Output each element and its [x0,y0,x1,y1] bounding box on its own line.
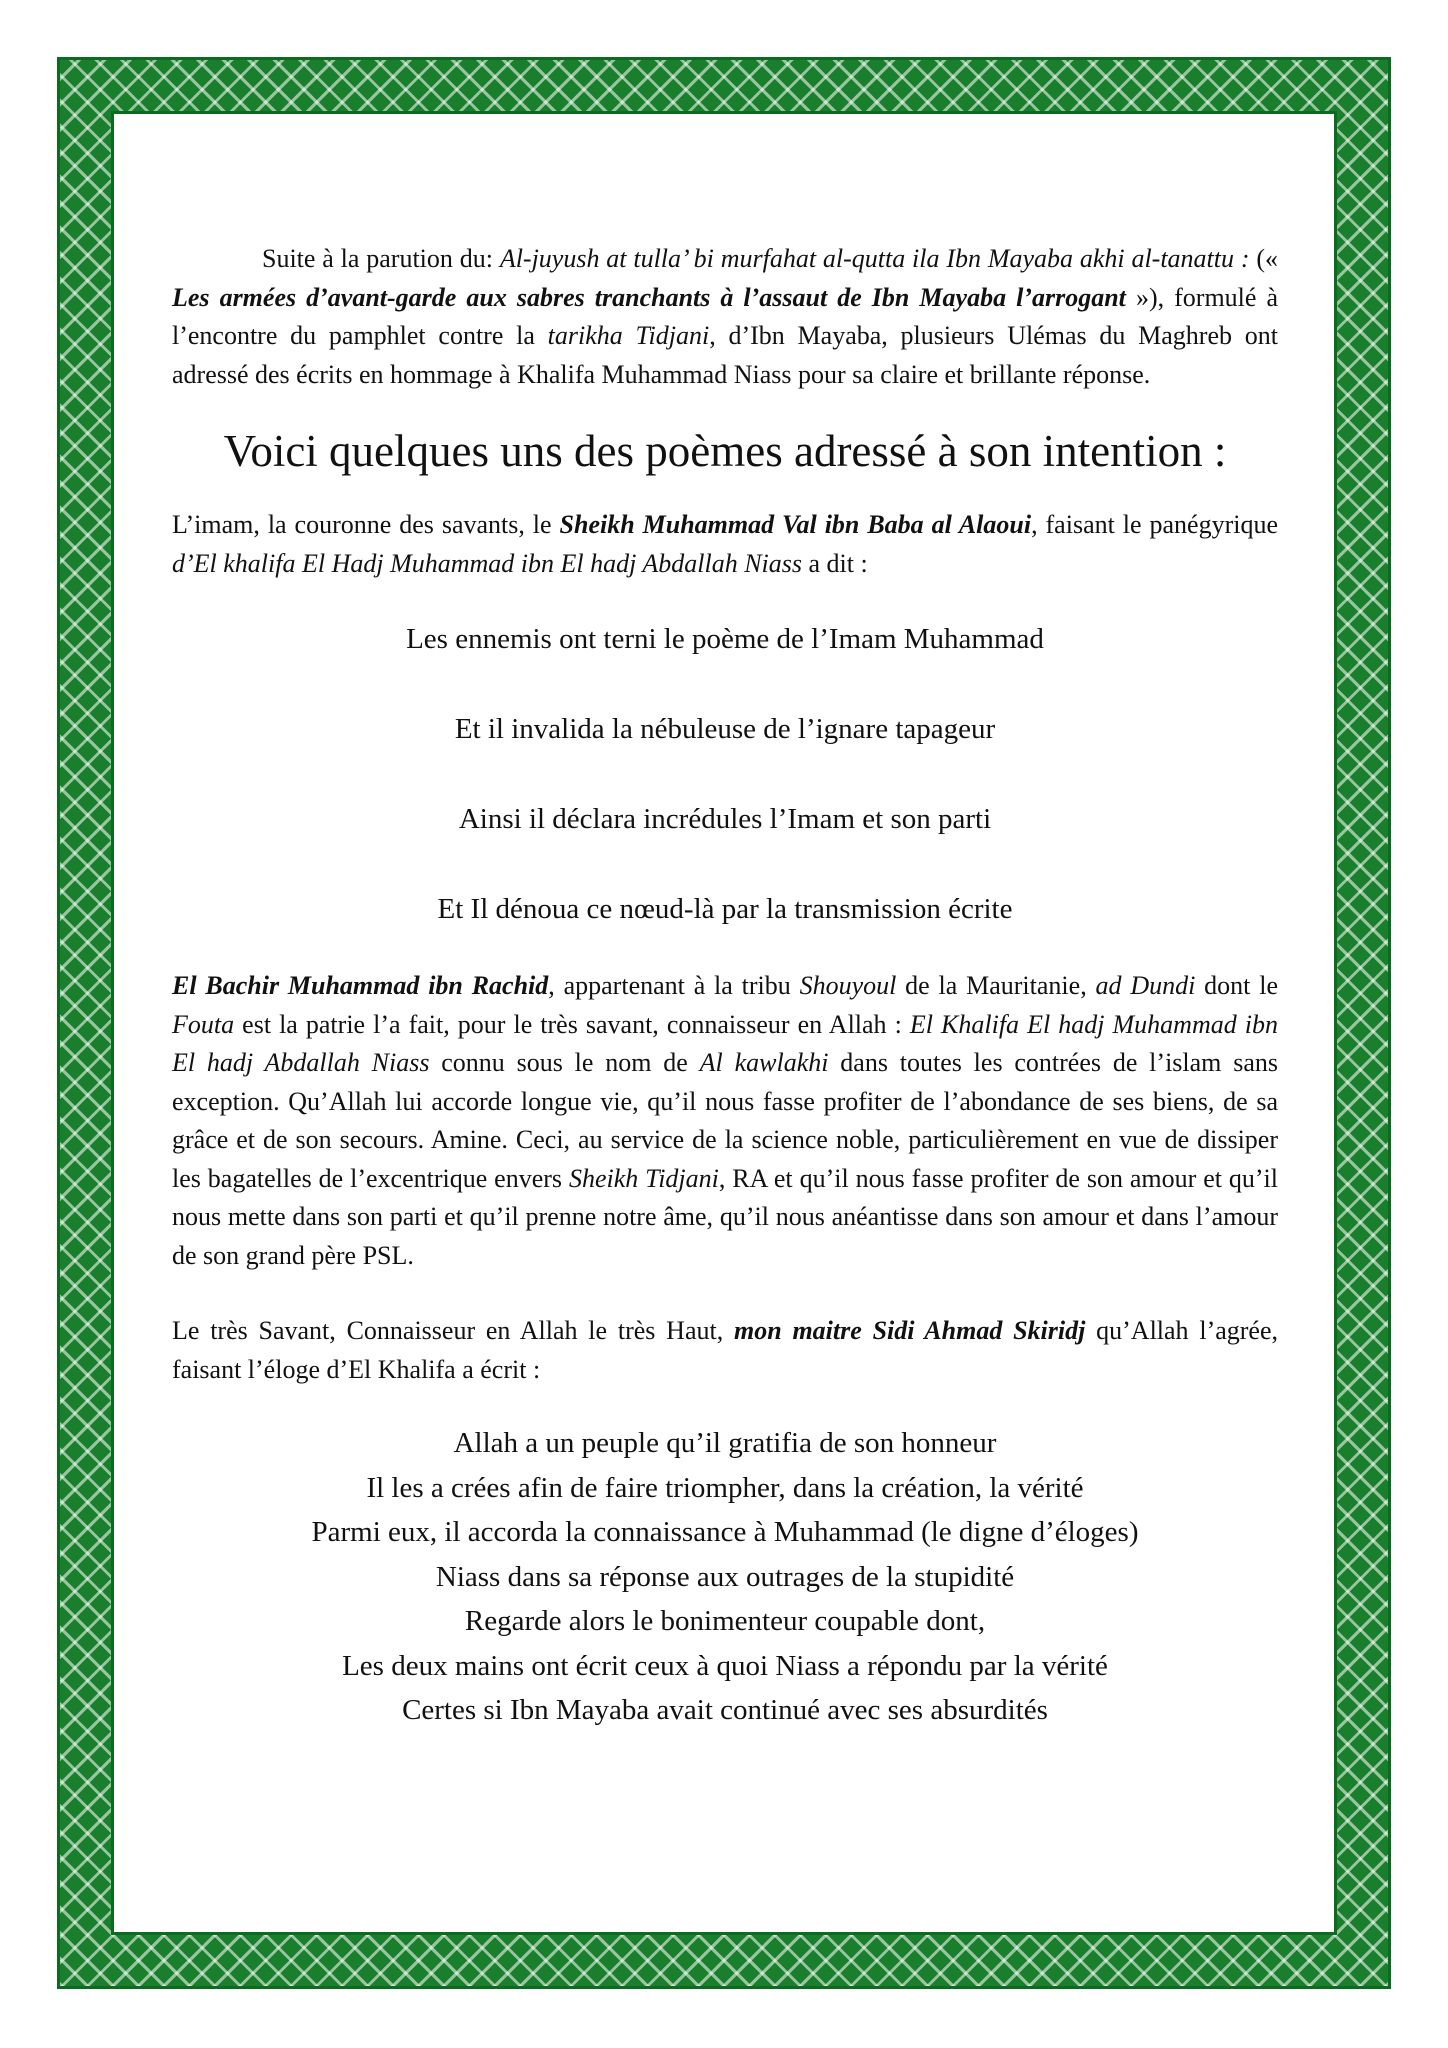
poem-one [172,619,1278,929]
verse-line: Les deux mains ont écrit ceux à quoi Niass a répondu par la vérité [342,1649,1108,1682]
book-title-arabic: Al-juyush at tulla’ bi murfahat al-qutta ila Ibn Mayaba akhi al-tanattu : [499,244,1250,273]
paragraph-alaoui: L’imam, la couronne des savants, le Sheikh Muhammad Val ibn Baba al Alaoui, faisant le panégyrique d’El khalifa El Hadj Muhammad ibn El hadj Abdallah Niass a dit : [172,510,1278,578]
book-title-french: Les armées d’avant-garde aux sabres tranchants à l’assaut de Ibn Mayaba l’arrogant [172,282,1136,312]
tarikha-term: tarikha Tidjani [547,321,710,350]
name-khalifa: d’El khalifa El Hadj Muhammad ibn El hadj Abdallah Niass [172,548,803,578]
verse-line: Allah a un peuple qu’il gratifia de son honneur [453,1427,997,1459]
document-body [172,240,1278,1733]
verse-line: Niass dans sa réponse aux outrages de la stupidité [435,1560,1015,1593]
section-heading: Voici quelques uns des poèmes adressé à son intention : [223,426,1227,476]
verse-line: Ainsi il déclara incrédules l’Imam et son parti [458,803,992,835]
verse-line: Et Il dénoua ce nœud-là par la transmission écrite [437,893,1013,925]
name-rachid: El Bachir Muhammad ibn Rachid [172,971,549,1000]
paragraph-rachid: El Bachir Muhammad ibn Rachid, appartenant à la tribu Shouyoul de la Mauritanie, ad Dundi dont le Fouta est la patrie l’a fait, pour le très savant, connaisseur en Allah : El Khalifa El hadj Muhammad ibn El hadj Abdallah Niass connu sous le nom de Al kawlakhi dans toutes les contrées de l’islam sans exception. Qu’Allah lui accorde longue vie, qu’il nous fasse profiter de l’abondance de ses biens, de sa grâce et de son secours. Amine. Ceci, au service de la science noble, particulièrement en vue de dissiper les bagatelles de l’excentrique envers Sheikh Tidjani, RA et qu’il nous fasse profiter de son amour et qu’il nous mette dans son parti et qu’il prenne notre âme, qu’il nous anéantisse dans son amour et dans l’amour de son grand père PSL. [172,971,1279,1270]
verse-line: Les ennemis ont terni le poème de l’Imam Muhammad [406,623,1044,655]
verse-line: Certes si Ibn Mayaba avait continué avec ses absurdités [402,1694,1048,1726]
name-skiridj: mon maitre Sidi Ahmad Skiridj [734,1316,1086,1345]
verse-line: Parmi eux, il accorda la connaissance à Muhammad (le digne d’éloges) [311,1516,1139,1548]
verse-line: Il les a crées afin de faire triompher, dans la création, la vérité [366,1471,1084,1504]
intro-paragraph: Suite à la parution du: Al-juyush at tulla’ bi murfahat al-qutta ila Ibn Mayaba akhi al-tanattu : (« Les armées d’avant-garde aux sabres tranchants à l’assaut de Ibn Mayaba l’arrogant »), formulé à l’encontre du pamphlet contre la tarikha Tidjani, d’Ibn Mayaba, plusieurs Ulémas du Maghreb ont adressé des écrits en hommage à Khalifa Muhammad Niass pour sa claire et brillante réponse. [172,244,1278,389]
verse-line: Regarde alors le bonimenteur coupable dont, [464,1605,986,1637]
poem-two [172,1421,1278,1733]
verse-line: Et il invalida la nébuleuse de l’ignare tapageur [454,713,996,745]
name-alaoui: Sheikh Muhammad Val ibn Baba al Alaoui [559,510,1032,539]
paragraph-skiridj: Le très Savant, Connaisseur en Allah le très Haut, mon maitre Sidi Ahmad Skiridj qu’Allah l’agrée, faisant l’éloge d’El Khalifa a écrit : [172,1316,1278,1384]
